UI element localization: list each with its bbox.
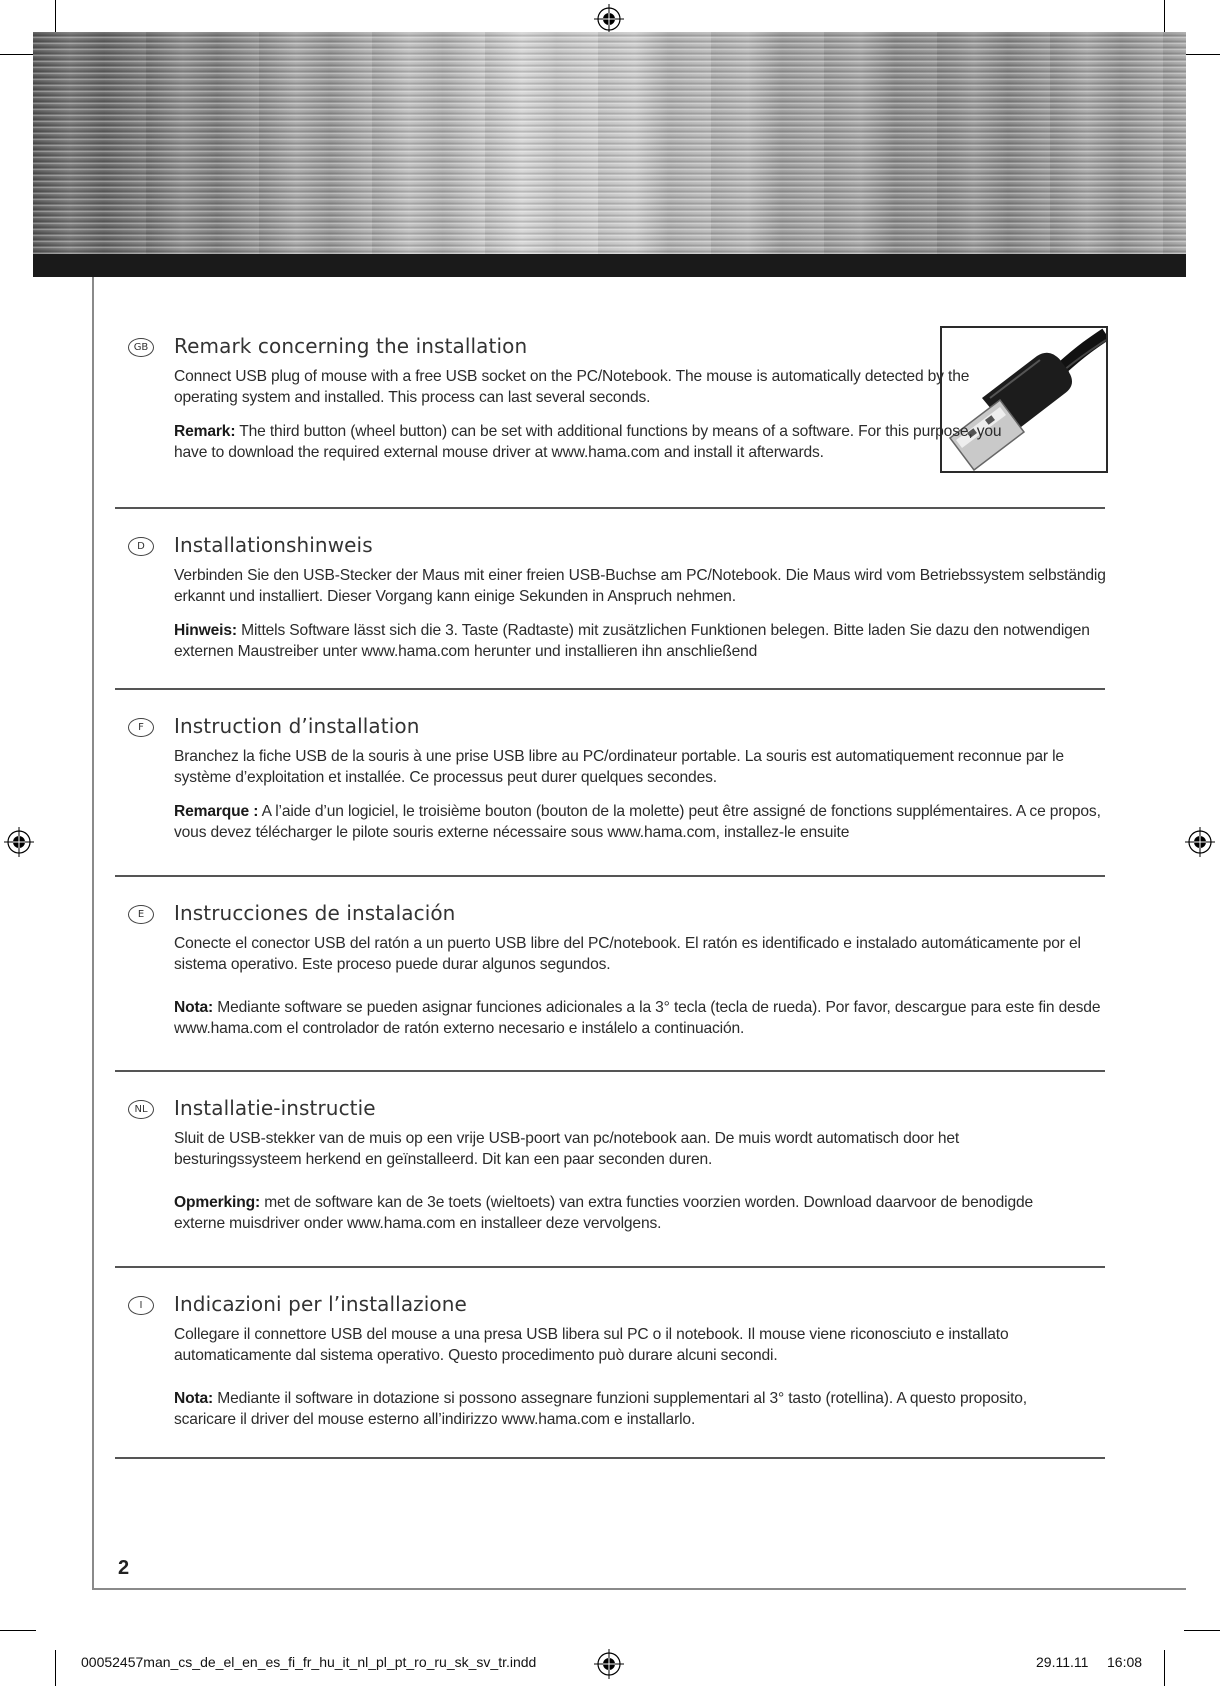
section-divider bbox=[115, 507, 1105, 509]
section-note bbox=[174, 997, 1114, 1039]
crop-mark bbox=[55, 0, 56, 36]
crop-mark bbox=[0, 54, 36, 55]
note-text: Mittels Software lässt sich die 3. Taste (Radtaste) mit zusätzlichen Funktionen belegen. Bitte laden Sie dazu den notwendigen externen Maustreiber unter www.hama.com herunter und installieren ihn anschließend bbox=[174, 622, 1090, 660]
section-title: Instruction d’installation bbox=[174, 714, 420, 738]
section-nl bbox=[115, 1096, 1105, 1234]
section-gb bbox=[115, 334, 1105, 463]
section-note bbox=[174, 620, 1114, 662]
section-title: Remark concerning the installation bbox=[174, 334, 528, 358]
language-badge: GB bbox=[128, 338, 154, 357]
language-badge: I bbox=[128, 1296, 154, 1315]
section-divider bbox=[115, 1266, 1105, 1268]
left-margin-line bbox=[92, 277, 94, 1590]
section-title: Instrucciones de instalación bbox=[174, 901, 456, 925]
page-number: 2 bbox=[118, 1557, 130, 1579]
footer-time: 16:08 bbox=[1107, 1654, 1143, 1670]
section-e bbox=[115, 901, 1105, 1039]
section-title: Installationshinweis bbox=[174, 533, 373, 557]
registration-mark-icon bbox=[4, 827, 34, 857]
crop-mark bbox=[0, 1630, 36, 1631]
language-badge: D bbox=[128, 537, 154, 556]
note-text: met de software kan de 3e toets (wieltoets) van extra functies voorzien worden. Download daarvoor de benodigde externe muisdriver onder www.hama.com en installeer deze vervolgens. bbox=[174, 1194, 1034, 1232]
section-divider bbox=[115, 1070, 1105, 1072]
note-text: Mediante software se pueden asignar funciones adicionales a la 3° tecla (tecla de rueda). Por favor, descargue para este fin desde www.hama.com el controlador de ratón externo necesario e instálelo a continuación. bbox=[174, 999, 1101, 1037]
note-label: Remarque : bbox=[174, 803, 259, 820]
note-label: Hinweis: bbox=[174, 622, 237, 639]
footer-date: 29.11.11 bbox=[1036, 1654, 1089, 1670]
note-text: A l’aide d’un logiciel, le troisième bouton (bouton de la molette) peut être assigné de fonctions supplémentaires. A ce propos, vous devez télécharger le pilote souris externe nécessaire sous www.hama.com, installez-le ensuite bbox=[174, 803, 1101, 841]
section-note bbox=[174, 801, 1114, 843]
section-divider bbox=[115, 688, 1105, 690]
section-d bbox=[115, 533, 1105, 662]
section-note bbox=[174, 1192, 1074, 1234]
language-badge: NL bbox=[128, 1100, 154, 1119]
crop-mark bbox=[1184, 1630, 1220, 1631]
crop-mark bbox=[1164, 1650, 1165, 1686]
section-body: Sluit de USB-stekker van de muis op een vrije USB-poort van pc/notebook aan. De muis wordt automatisch door het besturingssysteem herkend en geïnstalleerd. Dit kan een paar seconden duren. bbox=[174, 1130, 960, 1168]
crop-mark bbox=[1164, 0, 1165, 36]
section-title: Indicazioni per l’installazione bbox=[174, 1292, 467, 1316]
registration-mark-icon bbox=[1185, 827, 1215, 857]
bottom-margin-line bbox=[92, 1588, 1186, 1590]
language-badge: E bbox=[128, 905, 154, 924]
note-text: The third button (wheel button) can be set with additional functions by means of a software. For this purpose, you have to download the required external mouse driver at www.hama.com and install it afterwards. bbox=[174, 423, 1002, 461]
registration-mark-icon bbox=[594, 1649, 624, 1679]
section-title: Installatie-instructie bbox=[174, 1096, 376, 1120]
crop-mark bbox=[55, 1650, 56, 1686]
section-body: Branchez la fiche USB de la souris à une prise USB libre au PC/ordinateur portable. La souris est automatiquement reconnue par le système d’exploitation et installée. Ce processus peut durer quelques secondes. bbox=[174, 748, 1064, 786]
note-label: Nota: bbox=[174, 1390, 214, 1407]
language-badge: F bbox=[128, 718, 154, 737]
section-note bbox=[174, 1388, 1074, 1430]
section-divider bbox=[115, 1457, 1105, 1459]
section-body: Collegare il connettore USB del mouse a una presa USB libera sul PC o il notebook. Il mouse viene riconosciuto e installato automaticamente dal sistema operativo. Questo procedimento può durare alcuni secondi. bbox=[174, 1326, 1009, 1364]
header-black-bar bbox=[33, 254, 1186, 277]
note-label: Nota: bbox=[174, 999, 214, 1016]
note-label: Remark: bbox=[174, 423, 236, 440]
section-body: Verbinden Sie den USB-Stecker der Maus mit einer freien USB-Buchse am PC/Notebook. Die Maus wird vom Betriebssystem selbständig erkannt und installiert. Dieser Vorgang kann einige Sekunden in Anspruch nehmen. bbox=[174, 567, 1106, 605]
section-note bbox=[174, 421, 1034, 463]
section-divider bbox=[115, 875, 1105, 877]
brushed-metal-banner bbox=[33, 32, 1186, 254]
note-text: Mediante il software in dotazione si possono assegnare funzioni supplementari al 3° tasto (rotellina). A questo proposito, scaricare il driver del mouse esterno all’indirizzo www.hama.com e installarlo. bbox=[174, 1390, 1027, 1428]
section-body: Conecte el conector USB del ratón a un puerto USB libre del PC/notebook. El ratón es identificado e instalado automáticamente por el sistema operativo. Este proceso puede durar algunos segundos. bbox=[174, 935, 1081, 973]
section-f bbox=[115, 714, 1105, 843]
section-i bbox=[115, 1292, 1105, 1430]
footer-filename: 00052457man_cs_de_el_en_es_fi_fr_hu_it_nl_pl_pt_ro_ru_sk_sv_tr.indd bbox=[81, 1654, 537, 1670]
registration-mark-icon bbox=[594, 4, 624, 34]
crop-mark bbox=[1184, 54, 1220, 55]
section-body: Connect USB plug of mouse with a free USB socket on the PC/Notebook. The mouse is automatically detected by the operating system and installed. This process can last several seconds. bbox=[174, 368, 970, 406]
note-label: Opmerking: bbox=[174, 1194, 261, 1211]
